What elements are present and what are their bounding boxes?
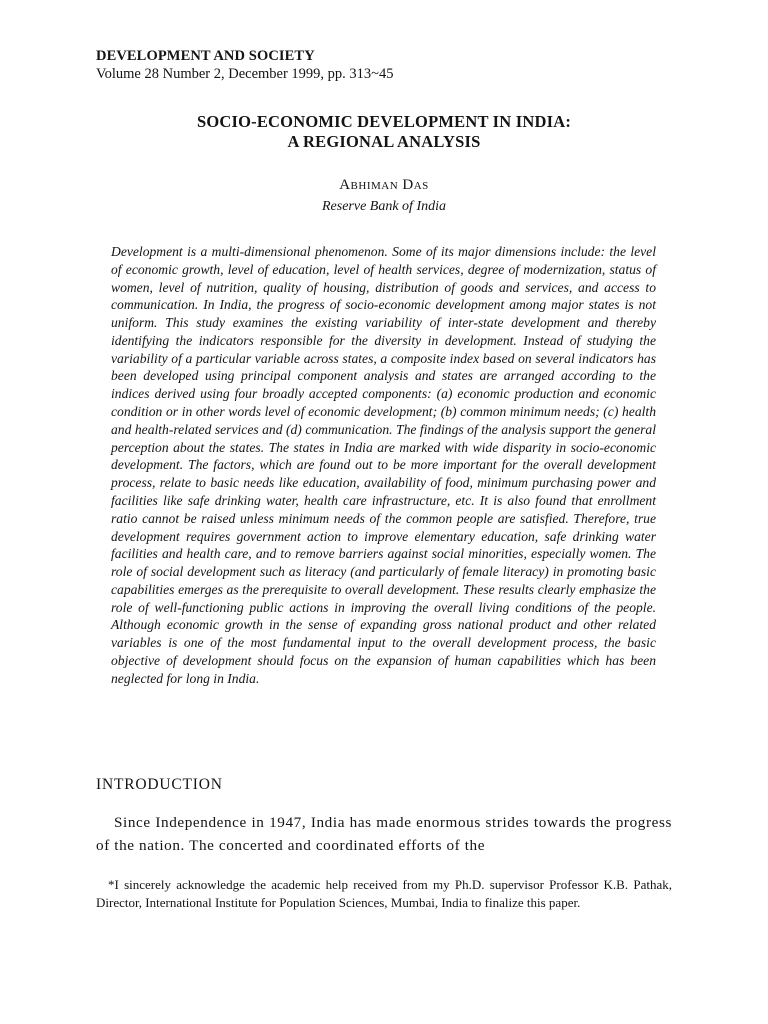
acknowledgement-footnote: *I sincerely acknowledge the academic help received from my Ph.D. supervisor Professor K.B. Pathak, Director, International Institute for Population Sciences, Mumbai, India to finalize this paper.	[96, 877, 672, 910]
author-name: Abhiman Das	[339, 177, 429, 193]
journal-volume-info: Volume 28 Number 2, December 1999, pp. 313~45	[96, 66, 394, 82]
author-affiliation: Reserve Bank of India	[321, 199, 446, 214]
article-title-line-2: A REGIONAL ANALYSIS	[287, 132, 481, 151]
journal-name: DEVELOPMENT AND SOCIETY	[96, 48, 315, 64]
journal-header	[96, 47, 676, 83]
section-heading-introduction: INTRODUCTION	[96, 776, 223, 793]
article-title-line-1: SOCIO-ECONOMIC DEVELOPMENT IN INDIA:	[196, 112, 572, 131]
article-title	[96, 112, 672, 152]
introduction-paragraph: Since Independence in 1947, India has made enormous strides towards the progress of the nation. The concerted and coordinated efforts of the	[96, 814, 672, 854]
abstract-text: Development is a multi-dimensional phenomenon. Some of its major dimensions include: the level of economic growth, level of education, level of health services, degree of modernization, status of women, level of nutrition, quality of housing, distribution of goods and services, and access to communication. In India, the progress of socio-economic development among major states is not uniform. This study examines the existing variability of inter-state development and thereby identifying the indicators responsible for the diversity in development. Instead of studying the variability of a particular variable across states, a composite index based on several indicators has been developed using principal component analysis and states are arranged according to the indices derived using four broadly accepted components: (a) economic production and economic condition or in other words level of economic development; (b) common minimum needs; (c) health and health-related services and (d) communication. The findings of the analysis support the general perception about the states. The states in India are marked with wide disparity in socio-economic development. The factors, which are found out to be more important for the overall development process, relate to basic needs like education, availability of food, minimum purchasing power and facilities like safe drinking water, health care infrastructure, etc. It is also found that enrollment ratio cannot be raised unless minimum needs of the common people are satisfied. Therefore, true development requires government action to improve elementary education, safe drinking water facilities and health care, and to remove barriers against social minorities, especially women. The role of social development such as literacy (and particularly of female literacy) in promoting basic capabilities emerges as the prerequisite to overall development. These results clearly emphasize the role of well-functioning public actions in improving the overall living conditions of the people. Although economic growth in the sense of expanding gross national product and other related variables is one of the most fundamental input to the overall development process, the basic objective of development should focus on the expansion of human capabilities which has been neglected for long in India.	[111, 244, 656, 686]
